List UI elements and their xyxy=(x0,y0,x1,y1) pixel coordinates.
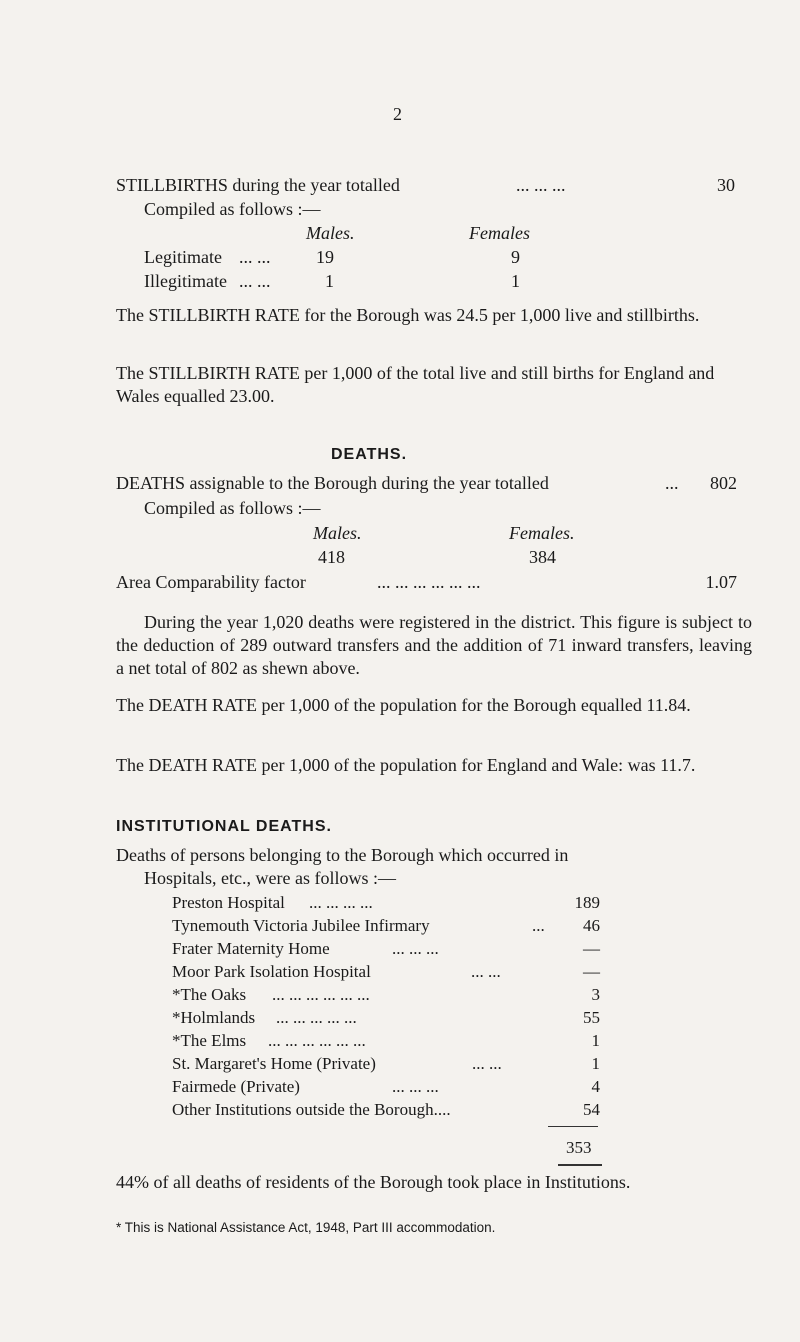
institution-row-leader: ... ... ... xyxy=(392,1077,439,1096)
institution-row-label: Frater Maternity Home xyxy=(172,939,330,958)
stillbirths-col-females: Females xyxy=(469,223,530,243)
total-rule xyxy=(548,1126,598,1127)
deaths-heading: DEATHS. xyxy=(331,446,408,463)
institution-row-value: 55 xyxy=(583,1008,600,1027)
stillbirth-rate-borough: The STILLBIRTH RATE for the Borough was 24.5 per 1,000 live and stillbirths. xyxy=(116,305,700,325)
stillbirths-leader: ... ... ... xyxy=(516,175,566,195)
footnote: * This is National Assistance Act, 1948, Part III accommodation. xyxy=(116,1220,496,1235)
institution-row-label: *The Elms xyxy=(172,1031,247,1050)
institution-row-leader: ... xyxy=(532,916,545,935)
deaths-label: DEATHS assignable to the Borough during the year totalled xyxy=(116,473,549,493)
institution-row-leader: ... ... ... ... ... ... xyxy=(272,985,370,1004)
stillbirths-row-legitimate-females: 9 xyxy=(511,247,520,267)
institution-row-label: *The Oaks xyxy=(172,985,247,1004)
area-comparability-value: 1.07 xyxy=(705,572,737,592)
institution-row-leader: ... ... ... ... ... xyxy=(276,1008,357,1027)
institutional-heading: INSTITUTIONAL DEATHS. xyxy=(116,818,332,835)
institution-row-label: Tynemouth Victoria Jubilee Infirmary xyxy=(172,916,430,935)
stillbirths-compiled: Compiled as follows :— xyxy=(144,199,321,219)
institution-row-leader: ... ... ... ... xyxy=(309,893,373,912)
deaths-col-males: Males. xyxy=(313,523,362,543)
institution-row-leader: ... ... ... xyxy=(392,939,439,958)
institution-row-value: 4 xyxy=(591,1077,600,1096)
stillbirths-row-legitimate-label: Legitimate xyxy=(144,247,222,267)
page-number: 2 xyxy=(393,104,402,124)
institution-row-value: 46 xyxy=(583,916,600,935)
institution-row-value: — xyxy=(583,962,600,981)
stillbirths-row-legitimate-leader: ... ... xyxy=(239,247,271,267)
total-double-rule xyxy=(558,1164,602,1166)
institution-row-leader: ... ... ... ... ... ... xyxy=(268,1031,366,1050)
institution-row-label: *Holmlands xyxy=(172,1008,256,1027)
institution-row-leader: ... ... xyxy=(471,962,501,981)
area-comparability-leader: ... ... ... ... ... ... xyxy=(377,572,481,592)
deaths-leader: ... xyxy=(665,473,679,493)
institution-row-value: 189 xyxy=(574,893,600,912)
institution-row-value: — xyxy=(583,939,600,958)
stillbirths-col-males: Males. xyxy=(306,223,355,243)
stillbirths-row-legitimate-males: 19 xyxy=(316,247,334,267)
institution-row-value: 1 xyxy=(591,1054,600,1073)
institution-row-leader: ... ... xyxy=(472,1054,502,1073)
stillbirths-total: 30 xyxy=(717,175,735,195)
institutional-summary: 44% of all deaths of residents of the Borough took place in Institutions. xyxy=(116,1172,631,1192)
institutional-intro-line2: Hospitals, etc., were as follows :— xyxy=(144,868,396,888)
death-rate-borough: The DEATH RATE per 1,000 of the population for the Borough equalled 11.84. xyxy=(116,695,691,715)
stillbirths-row-illegitimate-label: Illegitimate xyxy=(144,271,227,291)
stillbirths-label: STILLBIRTHS during the year totalled xyxy=(116,175,400,195)
institution-row-value: 1 xyxy=(591,1031,600,1050)
death-rate-england: The DEATH RATE per 1,000 of the population for England and Wale: was 11.7. xyxy=(116,755,696,775)
stillbirths-row-illegitimate-males: 1 xyxy=(325,271,334,291)
institution-row-value: 54 xyxy=(583,1100,600,1119)
deaths-total: 802 xyxy=(710,473,737,493)
stillbirths-row-illegitimate-females: 1 xyxy=(511,271,520,291)
deaths-registered-paragraph: During the year 1,020 deaths were registered in the district. This figure is subject to the deduction of 289 outward transfers and the addition of 71 inward transfers, leaving a net total of 802 as shewn above. xyxy=(116,612,752,678)
institution-row-label: Preston Hospital xyxy=(172,893,285,912)
deaths-compiled: Compiled as follows :— xyxy=(144,498,321,518)
stillbirth-rate-england: The STILLBIRTH RATE per 1,000 of the total live and still births for England and Wales equalled 23.00. xyxy=(116,363,715,406)
deaths-females-value: 384 xyxy=(529,547,556,567)
institution-row-label: St. Margaret's Home (Private) xyxy=(172,1054,376,1073)
institutional-total: 353 xyxy=(566,1138,592,1157)
institution-row-label: Moor Park Isolation Hospital xyxy=(172,962,371,981)
area-comparability-label: Area Comparability factor xyxy=(116,572,306,592)
institutional-intro-line1: Deaths of persons belonging to the Borough which occurred in xyxy=(116,845,569,865)
stillbirths-row-illegitimate-leader: ... ... xyxy=(239,271,271,291)
institution-row-label: Other Institutions outside the Borough.... xyxy=(172,1100,451,1119)
deaths-males-value: 418 xyxy=(318,547,345,567)
deaths-col-females: Females. xyxy=(509,523,575,543)
institution-row-label: Fairmede (Private) xyxy=(172,1077,300,1096)
institution-row-value: 3 xyxy=(591,985,600,1004)
